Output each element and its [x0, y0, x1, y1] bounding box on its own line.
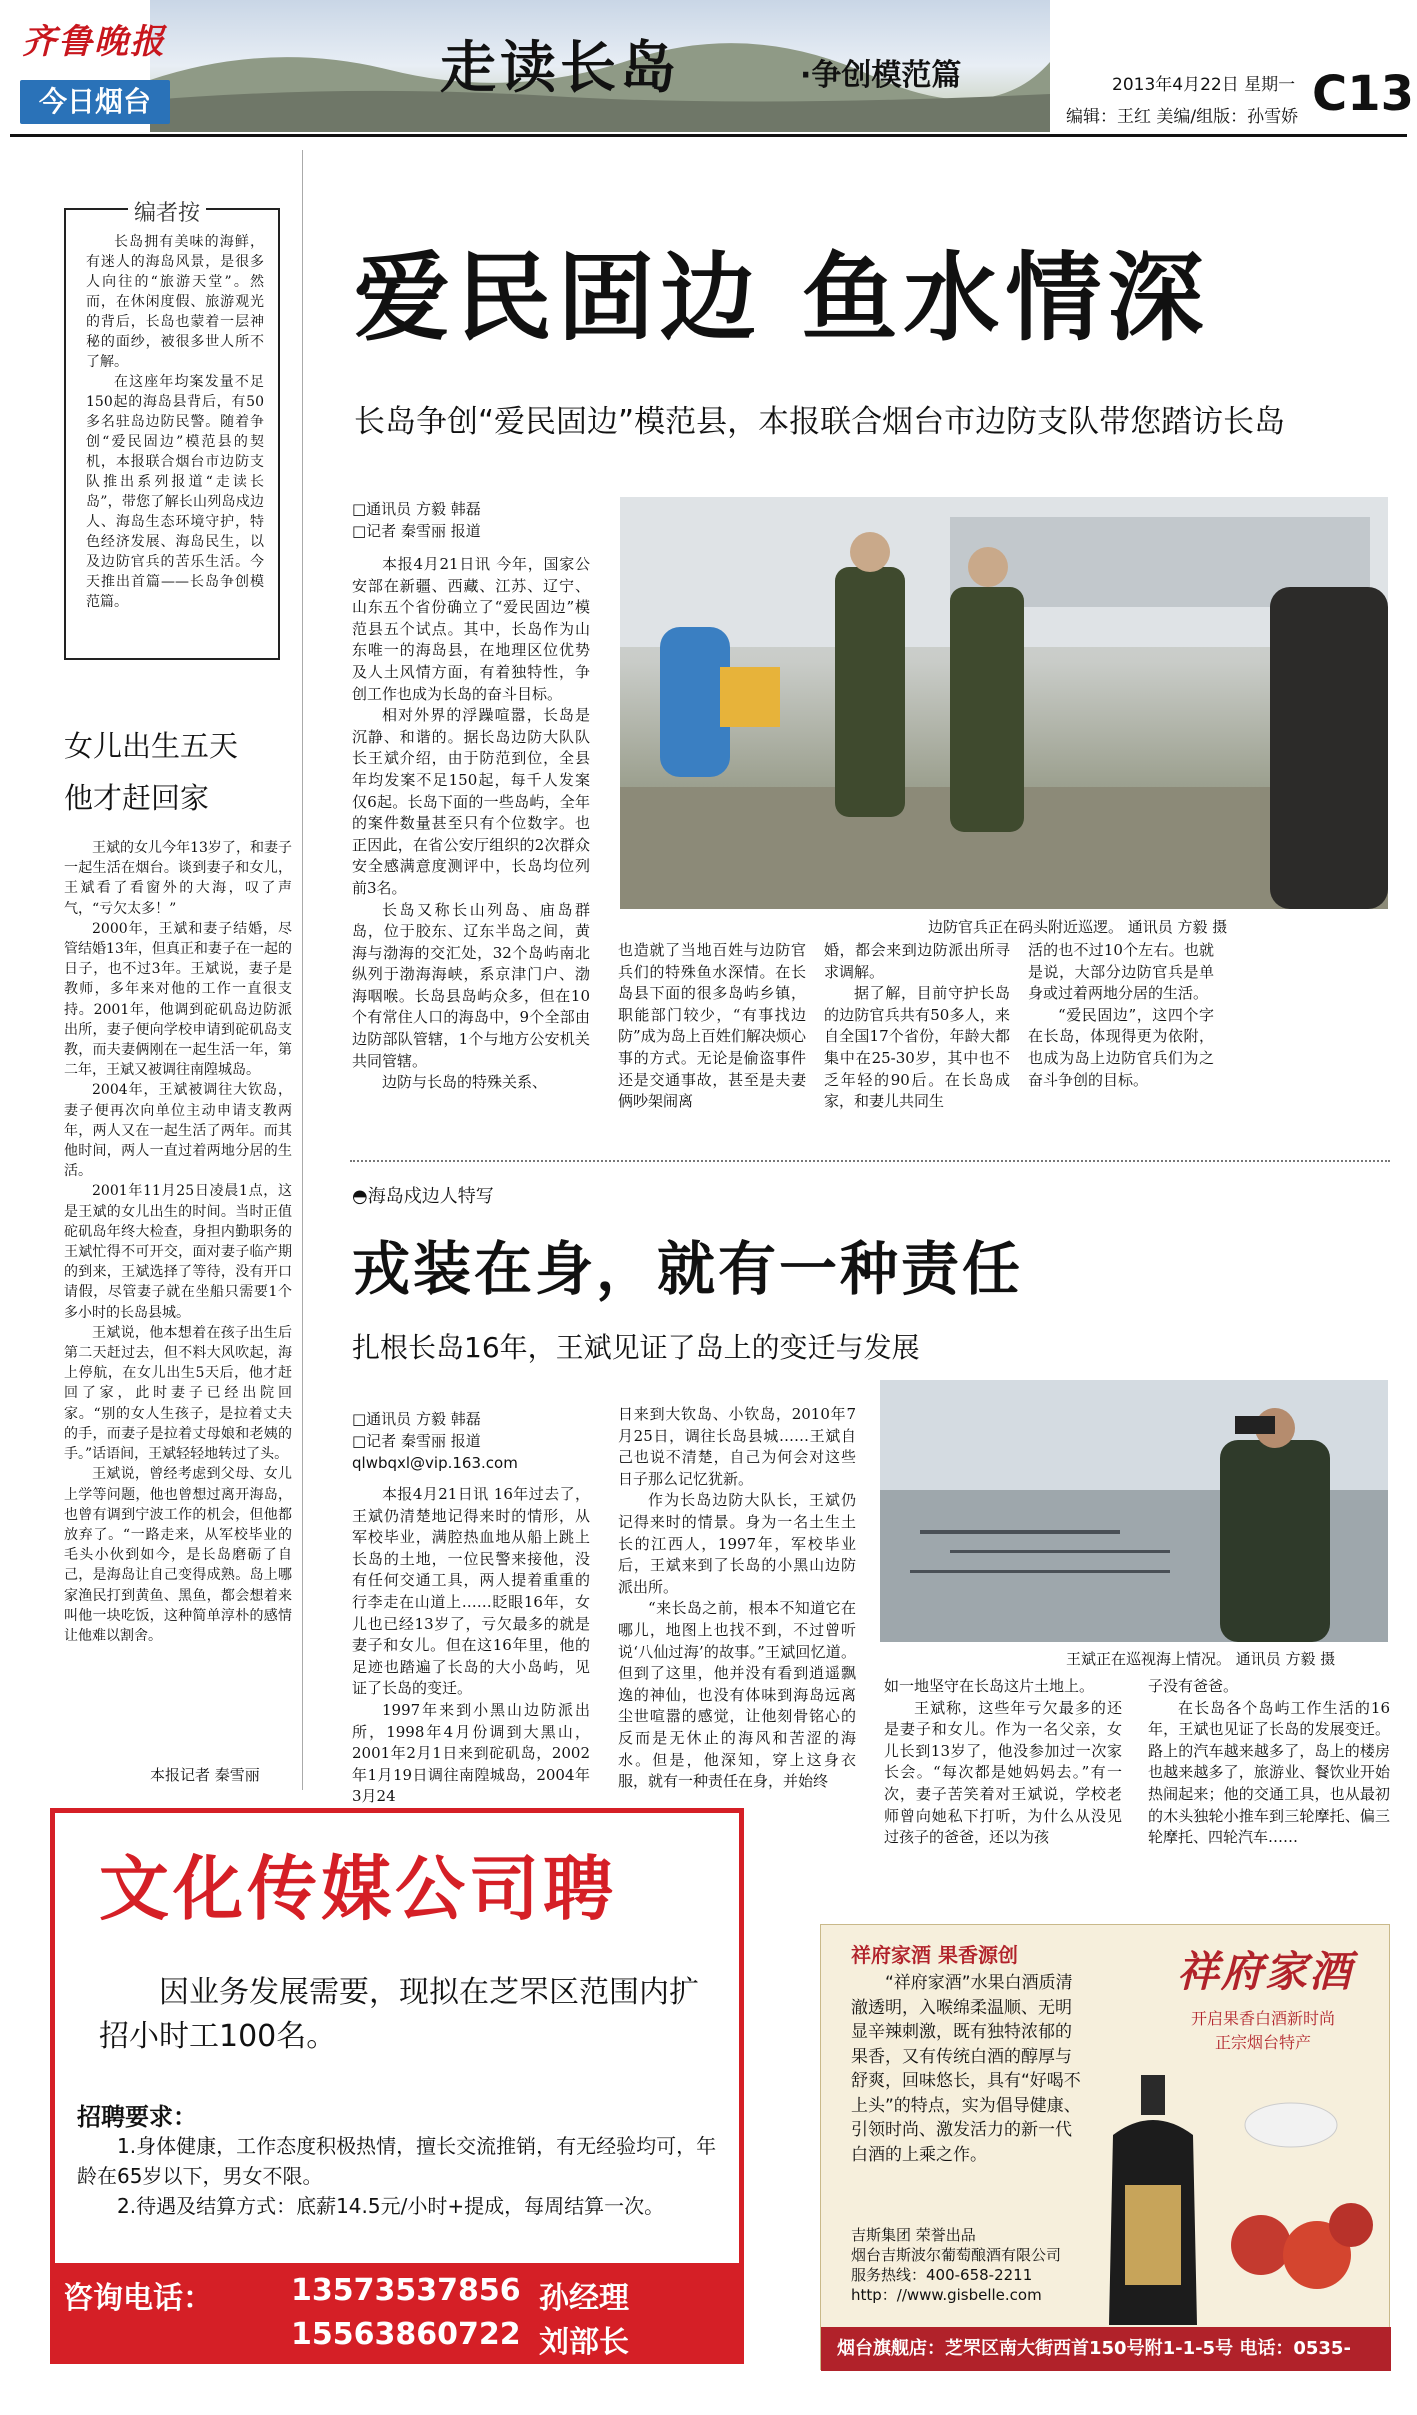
left-story-body: [64, 838, 292, 1790]
series-title: 走读长岛: [440, 36, 680, 101]
story1-photo: [620, 497, 1388, 909]
recruitment-requirements-label: 招聘要求：: [77, 2103, 197, 2131]
recruitment-requirements: 1.身体健康，工作态度积极热情，擅长交流推销，有无经验均可，年龄在65岁以下，男女不限。 2.待遇及结算方式：底薪14.5元/小时+提成，每周结算一次。: [77, 2134, 717, 2218]
story2-column-2: 日来到大钦岛、小钦岛，2010年7月25日，调往长岛县城……王斌自己也说不清楚，自己为何会对这些日子那么记忆犹新。 作为长岛边防大队长，王斌仍记得来时的情景。身为一名土生土长的江西人，1997年，军校毕业后，王斌来到了长岛的小黑山边防派出所。 “来长岛之前，根本不知道它在哪儿，地图上也找不到，不过曾听说‘八仙过海’的故事。”王斌回忆道。但到了这里，他并没有看到逍遥飘逸的神仙，也没有体味到海岛远离尘世喧嚣的感觉，让他刻骨铭心的反而是无休止的海风和苦涩的海水。但是，他深知，穿上这身衣服，就有一种责任在身，并始终: [618, 1405, 856, 1791]
main-headline: 爱民固边 鱼水情深: [354, 242, 1210, 354]
paragraph: 2004年，王斌被调往大钦岛，妻子便再次向单位主动申请支教两年，两人又在一起生活了两年。而其他时间，两人一直过着两地分居的生活。: [64, 1082, 292, 1180]
wine-ad-title: 祥府家酒 果香源创: [851, 1943, 1018, 1967]
page-number: C13: [1312, 66, 1415, 122]
recruitment-ad-body: 因业务发展需要，现拟在芝罘区范围内扩招小时工100名。: [99, 1975, 699, 2054]
story2-byline: □通讯员 方毅 韩磊 □记者 秦雪丽 报道 qlwbqxl@vip.163.com: [352, 1410, 518, 1472]
editor-note-paragraph: 长岛拥有美味的海鲜，有迷人的海岛风景，是很多人向往的“旅游天堂”。然而，在休闲度假、旅游观光的背后，长岛也蒙着一层神秘的面纱，被很多世人所不了解。: [86, 234, 264, 370]
wine-ad: [820, 1924, 1390, 2403]
fruit-image: [1221, 2075, 1381, 2319]
story1-byline: □通讯员 方毅 韩磊 □记者 秦雪丽 报道: [352, 500, 481, 540]
newspaper-logo: 齐鲁晚报: [22, 22, 166, 62]
wine-ad-slogan: 开启果香白酒新时尚 正宗烟台特产: [1191, 2009, 1336, 2052]
wine-ad-store-bar: 烟台旗舰店：芝罘区南大街西首150号附1-1-5号 电话：0535-6694999: [821, 2327, 1391, 2371]
editors-credit: 编辑：王红 美编/组版：孙雪娇: [1066, 107, 1299, 127]
left-story-signature: 本报记者 秦雪丽: [150, 1766, 260, 1784]
phone-number: 13573537856: [291, 2273, 521, 2308]
wine-ad-text: “祥府家酒”水果白酒质清澈透明，入喉绵柔温顺、无明显辛辣刺激，既有独特浓郁的果香，又有传统白酒的醇厚与舒爽，回味悠长，具有“好喝不上头”的特点，实为倡导健康、引领时尚、激发活力的新一代白酒的上乘之作。: [851, 1973, 1081, 2165]
paragraph: 2000年，王斌和妻子结婚，尽管结婚13年，但真正和妻子在一起的日子，也不过3年。王斌说，妻子是教师，多年来对他的工作一直很支持。2001年，他调到砣矶岛边防派出所，妻子便向学校申请到砣矶岛支教，而夫妻俩刚在一起生活一年，第二年，王斌又被调往南隍城岛。: [64, 920, 292, 1079]
story2-subheadline: 扎根长岛16年，王斌见证了岛上的变迁与发展: [352, 1331, 920, 1364]
story2-column-1: 本报4月21日讯 16年过去了，王斌仍清楚地记得来时的情形，从军校毕业，满腔热血地从船上跳上长岛的土地，一位民警来接他，没有任何交通工具，两人提着重重的行李走在山道上……眨眼16年，女儿也已经13岁了，亏欠最多的就是妻子和女儿。但在这16年里，他的足迹也踏遍了长岛的大小岛屿，见证了长岛的变迁。 1997年来到小黑山边防派出所，1998年4月份调到大黑山，2001年2月1日来到砣矶岛，2002年1月19日调往南隍城岛，2004年3月24: [352, 1485, 590, 1806]
recruitment-ad-title: 文化传媒公司聘: [99, 1848, 617, 1930]
editor-note-label: 编者按: [128, 196, 206, 227]
left-story-headline: 女儿出生五天 他才赶回家: [64, 729, 239, 815]
paragraph: 王斌说，曾经考虑到父母、女儿上学等问题，他也曾想过离开海岛，也曾有调到宁波工作的机会，但他都放弃了。“一路走来，从军校毕业的毛头小伙到如今，是长岛磨砺了自己，是海岛让自己变得成熟。岛上哪家渔民打到黄鱼、黑鱼，都会想着来叫他一块吃饭，这种简单淳朴的感情让他难以割舍。: [64, 1466, 292, 1644]
editor-note-paragraph: 在这座年均案发量不足150起的海岛县背后，有50多名驻岛边防民警。随着争创“爱民固边”模范县的契机，本报联合烟台市边防支队推出系列报道“走读长岛”，带您了解长山列岛戍边人、海岛生态环境守护，特色经济发展、海岛民生，以及边防官兵的苦乐生活。今天推出首篇——长岛争创模范篇。: [86, 374, 264, 610]
recruitment-contact-bar: [55, 2263, 739, 2359]
masthead-divider: [10, 134, 1407, 137]
story1-column-3: 婚，都会来到边防派出所寻求调解。 据了解，目前守护长岛的边防官兵共有50多人，来自全国17个省份，年龄大都集中在25-30岁，其中也不乏年轻的90后。在长岛成家，和妻儿共同生: [824, 941, 1010, 1111]
story2-photo-caption: 王斌正在巡视海上情况。 通讯员 方毅 摄: [1066, 1650, 1336, 1668]
story1-column-4: 活的也不过10个左右。也就是说，大部分边防官兵是单身或过着两地分居的生活。 “爱民固边”，这四个字在长岛，体现得更为依附，也成为岛上边防官兵们为之奋斗争创的目标。: [1028, 941, 1214, 1089]
wine-bottle-image: [1093, 2075, 1213, 2329]
story2-photo: [880, 1380, 1388, 1642]
story2-column-3: 如一地坚守在长岛这片土地上。 王斌称，这些年亏欠最多的还是妻子和女儿。作为一名父亲，女儿长到13岁了，他没参加过一次家长会。“每次都是她妈妈去。”有一次，妻子苦笑着对王斌说，学校老师曾向她私下打听，为什么从没见过孩子的爸爸，还以为孩: [884, 1677, 1122, 1847]
paragraph: 王斌的女儿今年13岁了，和妻子一起生活在烟台。谈到妻子和女儿，王斌看了看窗外的大海，叹了声气，“亏欠太多！”: [64, 840, 292, 917]
story1-photo-caption: 边防官兵正在码头附近巡逻。 通讯员 方毅 摄: [928, 918, 1228, 936]
wine-brand-logo: 祥府家酒: [1177, 1947, 1354, 1996]
story2-headline: 戎装在身，就有一种责任: [352, 1235, 1024, 1303]
contact-label: 咨询电话：: [63, 2281, 213, 2316]
story1-column-2: 也造就了当地百姓与边防官兵们的特殊鱼水深情。在长岛县下面的很多岛屿乡镇，职能部门较少，“有事找边防”成为岛上百姓们解决烦心事的方式。无论是偷盗事件还是交通事故，甚至是夫妻俩吵架闹离: [618, 941, 806, 1111]
main-subheadline: 长岛争创“爱民固边”模范县，本报联合烟台市边防支队带您踏访长岛: [354, 404, 1286, 440]
series-subtitle: ·争创模范篇: [800, 58, 962, 93]
wine-ad-company: 吉斯集团 荣誉出品 烟台吉斯波尔葡萄酿酒有限公司 服务热线：400-658-2211 http：//www.gisbelle.com: [851, 2226, 1062, 2304]
section-divider: [350, 1160, 1390, 1162]
story2-kicker: ◓海岛戍边人特写: [352, 1186, 494, 1207]
issue-date: 2013年4月22日 星期一: [1112, 75, 1296, 95]
recruitment-ad: [50, 1808, 744, 2364]
paragraph: 王斌说，他本想着在孩子出生后第二天赶过去，但不料大风吹起，海上停航，在女儿出生5天后，他才赶回了家，此时妻子已经出院回家。“别的女人生孩子，是拉着丈夫的手，而妻子是拉着丈母娘和老姨的手。”话语间，王斌轻轻地转过了头。: [64, 1324, 292, 1463]
story1-column-1: 本报4月21日讯 今年，国家公安部在新疆、西藏、江苏、辽宁、山东五个省份确立了“爱民固边”模范县五个试点。其中，长岛作为山东唯一的海岛县，在地理区位优势及人土风情方面，有着独特性，争创工作也成为长岛的奋斗目标。 相对外界的浮躁喧嚣，长岛是沉静、和谐的。据长岛边防大队队长王斌介绍，由于防范到位，全县年均发案不足150起，每千人发案仅6起。长岛下面的一些岛屿，全年的案件数量甚至只有个位数字。也正因此，在省公安厅组织的2次群众安全感满意度测评中，长岛均位列前3名。 长岛又称长山列岛、庙岛群岛，位于胶东、辽东半岛之间，黄海与渤海的交汇处，32个岛屿南北纵列于渤海海峡，系京津门户、渤海咽喉。长岛县岛屿众多，但在10个有常住人口的海岛中，9个全部由边防部队管辖，1个与地方公安机关共同管辖。 边防与长岛的特殊关系、: [352, 555, 590, 1092]
contact-name: 刘部长: [539, 2325, 629, 2360]
section-badge: 今日烟台: [20, 80, 170, 124]
column-divider: [302, 150, 303, 1790]
paragraph: 2001年11月25日凌晨1点，这是王斌的女儿出生的时间。当时正值砣矶岛年终大检查，身担内勤职务的王斌忙得不可开交，面对妻子临产期的到来，王斌选择了等待，没有开口请假，尽管妻子就在坐船只需要1个多小时的长岛县城。: [64, 1183, 292, 1321]
phone-number: 15563860722: [291, 2317, 521, 2352]
story2-column-4: 子没有爸爸。 在长岛各个岛屿工作生活的16年，王斌也见证了长岛的发展变迁。路上的汽车越来越多了，岛上的楼房也越来越多了，旅游业、餐饮业开始热闹起来；他的交通工具，也从最初的木头独轮小推车到三轮摩托、偏三轮摩托、四轮汽车……: [1148, 1677, 1390, 1847]
editor-note: [64, 208, 280, 660]
contact-name: 孙经理: [539, 2281, 629, 2316]
